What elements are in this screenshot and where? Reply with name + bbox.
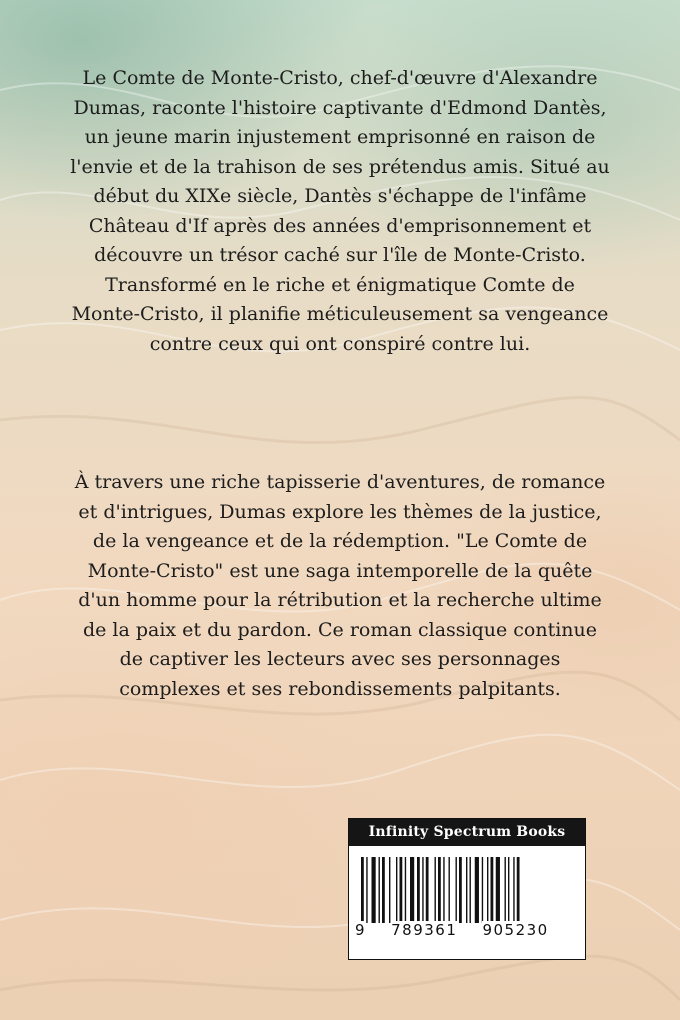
barcode-bar [466,857,467,923]
barcode-bar [482,857,483,923]
barcode-bar [487,857,488,923]
barcode-bar [426,857,429,923]
barcode-bar [435,857,436,923]
barcode-bar [505,857,506,923]
barcode-box [348,818,586,960]
barcode-bar [396,857,397,923]
barcode-bar [422,857,423,923]
barcode-bar [417,857,420,923]
blurb-paragraph-1: Le Comte de Monte-Cristo, chef-d'œuvre d'Alexandre Dumas, raconte l'histoire captivante d'Edmond Dantès, un jeune marin injustement emprisonné en raison de l'envie et de la trahison de ses prétendus amis. Situé au début du XIXe siècle, Dantès s'échappe de l'infâme Château d'If après des années d'emprisonnement et découvre un trésor caché sur l'île de Monte-Cristo. Transformé en le riche et énigmatique Comte de Monte-Cristo, il planifie méticuleusement sa vengeance contre ceux qui ont conspiré contre lui. [70,67,610,355]
barcode-bar [449,857,450,923]
barcode-bar [379,857,380,923]
barcode-bar [361,857,364,923]
blurb-paragraph-2: À travers une riche tapisserie d'aventures, de romance et d'intrigues, Dumas explore les thèmes de la justice, de la vengeance et de la rédemption. "Le Comte de Monte-Cristo" est une saga intemporelle de la quête d'un homme pour la rétribution et la recherche ultime de la paix et du pardon. Ce roman classique continue de captiver les lecteurs avec ses personnages complexes et ses rebondissements palpitants. [74,471,606,700]
barcode-bar [491,857,494,923]
barcode-bar [508,857,509,923]
barcode-bar [459,857,462,923]
barcode-bar [438,857,441,923]
barcode-bar [456,857,457,923]
barcode-bar [517,857,520,923]
barcode-bar [372,857,376,923]
barcode-bar [470,857,471,923]
barcode-bar [496,857,500,923]
barcode-bar [400,857,403,923]
isbn-group-2: 905230 [482,921,549,939]
barcode-bar [366,857,367,923]
barcode-bar [410,857,414,923]
barcode-bar [443,857,444,923]
isbn-group-1: 789361 [391,921,458,939]
barcode-bar [513,857,514,923]
barcode-bar [389,857,390,923]
isbn-number [355,921,577,939]
barcode-bar [405,857,406,923]
publisher-name: Infinity Spectrum Books [349,819,585,846]
barcode-bar [382,857,385,923]
isbn-first-digit: 9 [355,921,367,939]
barcode-bar [475,857,479,923]
